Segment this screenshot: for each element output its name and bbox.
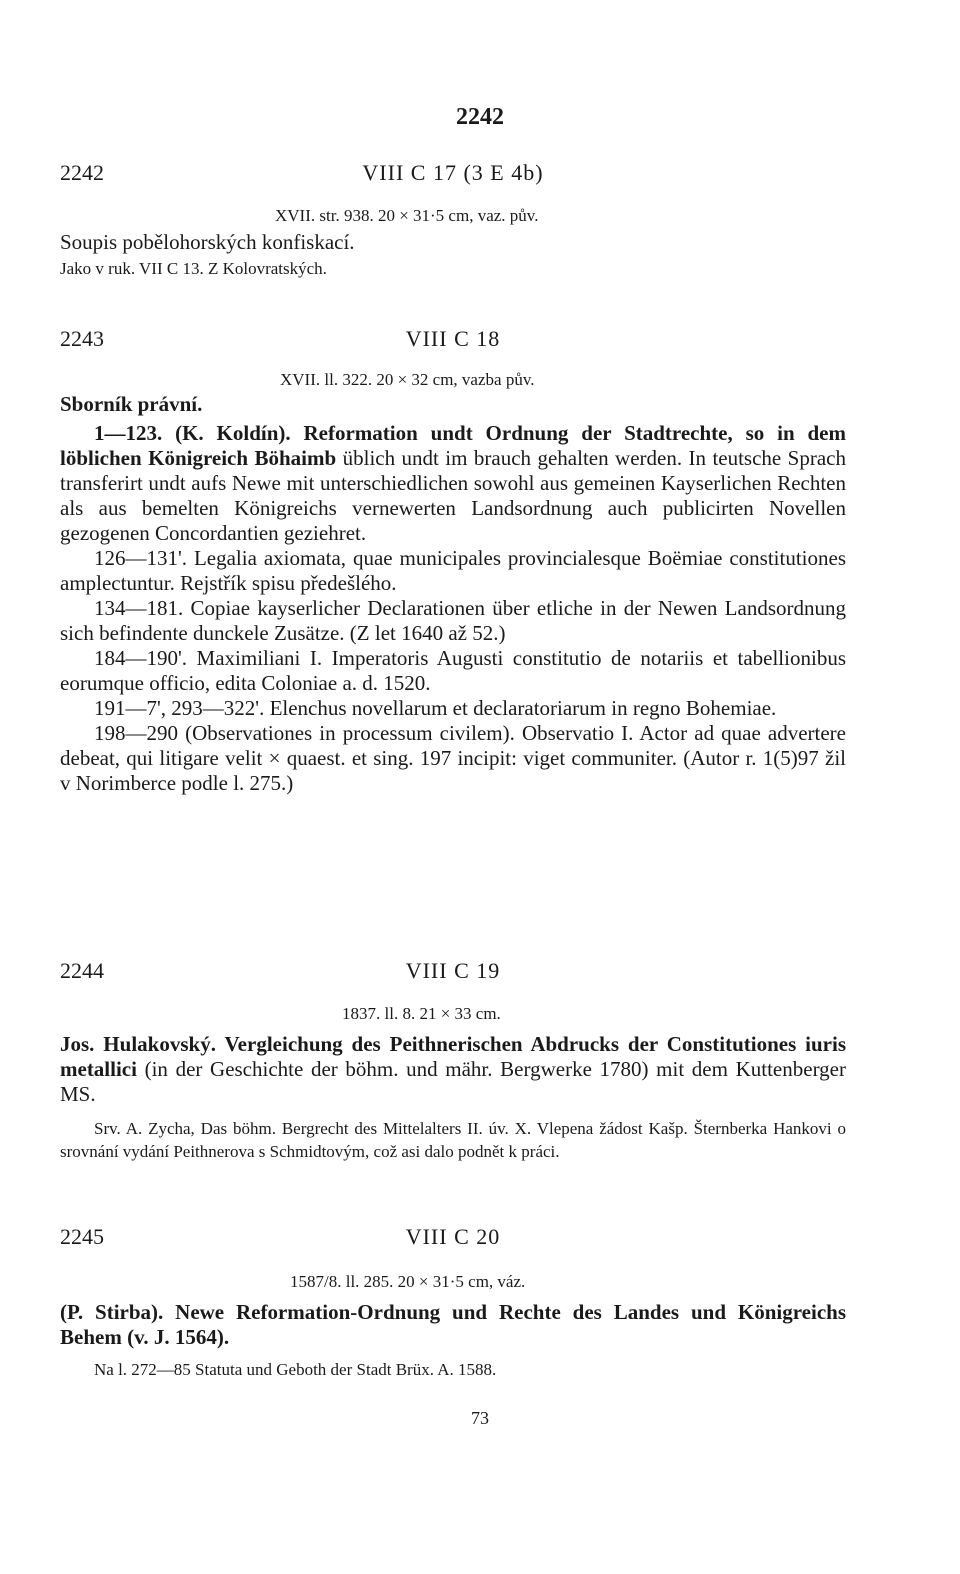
catalog-entry xyxy=(60,160,846,280)
physical-description: 1587/8. ll. 285. 20 × 31·5 cm, váz. xyxy=(290,1272,526,1291)
entry-note: Srv. A. Zycha, Das böhm. Bergrecht des Mittelalters II. úv. X. Vlepena žádost Kašp. Šternberka Hankovi o srovnání vydání Peithnerova s Schmidtovým, což asi dalo podnět k práci. xyxy=(60,1119,846,1161)
catalog-entry xyxy=(60,958,846,1163)
entry-title: (P. Stirba). Newe Reformation-Ordnung und Rechte des Landes und Königreichs Behem (v. J. 1564). xyxy=(60,1300,846,1349)
title-rest: (in der Geschichte der böhm. und mähr. Bergwerke 1780) mit dem Kuttenberger MS. xyxy=(60,1057,846,1106)
catalog-entry xyxy=(60,1224,846,1381)
paragraph-text: üblich undt im brauch gehalten werden. In teutsche Sprach transferirt undt aufs Newe mit unterschiedlichen sowohl aus gemeinen Kayserlichen Rechten als aus bemelten Königreichs vernewerten Landsordnung auch publicirten Novellen gezogenen Concordantien geziehret. xyxy=(60,446,846,545)
physical-description: XVII. ll. 322. 20 × 32 cm, vazba pův. xyxy=(280,370,535,389)
entry-number: 2242 xyxy=(60,160,104,185)
entry-note: Na l. 272—85 Statuta und Geboth der Stadt Brüx. A. 1588. xyxy=(94,1360,497,1379)
entry-note: Jako v ruk. VII C 13. Z Kolovratských. xyxy=(60,259,327,278)
entry-number: 2244 xyxy=(60,958,104,983)
entry-paragraph: 198—290 (Observationes in processum civilem). Observatio I. Actor ad quae advertere debeat, qui litigare velit × quaest. et sing. 197 incipit: viget communiter. (Autor r. 1(5)97 žil v Norimberce podle l. 275.) xyxy=(60,721,846,795)
entry-title: Sborník právní. xyxy=(60,392,203,416)
entry-paragraph xyxy=(60,421,846,546)
entry-paragraph: 126—131'. Legalia axiomata, quae municipales provincialesque Boëmiae constitutiones amplectuntur. Rejstřík spisu předešlého. xyxy=(60,546,846,595)
paragraph-bold: 1—123. (K. Koldín). Reformation undt Ordnung der Stadtrechte, so in dem löblichen Königreich Böhaimb xyxy=(60,421,846,470)
title-bold: Jos. Hulakovský. Vergleichung des Peithnerischen Abdrucks der Constitutiones iuris metallici xyxy=(60,1032,846,1081)
entry-paragraph: 191—7', 293—322'. Elenchus novellarum et declaratoriarum in regno Bohemiae. xyxy=(94,696,777,720)
entry-signature: VIII C 18 xyxy=(405,326,501,351)
entry-paragraph: 134—181. Copiae kayserlicher Declarationen über etliche in der Newen Landsordnung sich befindente dunckele Zusätze. (Z let 1640 až 52.) xyxy=(60,596,846,645)
physical-description: 1837. ll. 8. 21 × 33 cm. xyxy=(342,1004,501,1023)
entry-number: 2245 xyxy=(60,1224,104,1249)
entry-heading xyxy=(60,1224,846,1254)
entry-title: Soupis pobělohorských konfiskací. xyxy=(60,230,355,254)
entry-signature: VIII C 19 xyxy=(405,958,501,983)
catalog-entry xyxy=(60,326,846,796)
page-header: 2242 xyxy=(456,104,504,130)
entry-heading xyxy=(60,160,846,190)
entry-signature: VIII C 20 xyxy=(405,1224,501,1249)
physical-description: XVII. str. 938. 20 × 31·5 cm, vaz. pův. xyxy=(275,206,539,225)
entry-heading xyxy=(60,958,846,988)
entry-signature: VIII C 17 (3 E 4b) xyxy=(362,160,544,185)
entry-title xyxy=(60,1032,846,1107)
entry-heading xyxy=(60,326,846,356)
entry-paragraph: 184—190'. Maximiliani I. Imperatoris Augusti constitutio de notariis et tabellionibus eorumque officio, edita Coloniae a. d. 1520. xyxy=(60,646,846,695)
page-number: 73 xyxy=(471,1408,489,1428)
entry-number: 2243 xyxy=(60,326,104,351)
